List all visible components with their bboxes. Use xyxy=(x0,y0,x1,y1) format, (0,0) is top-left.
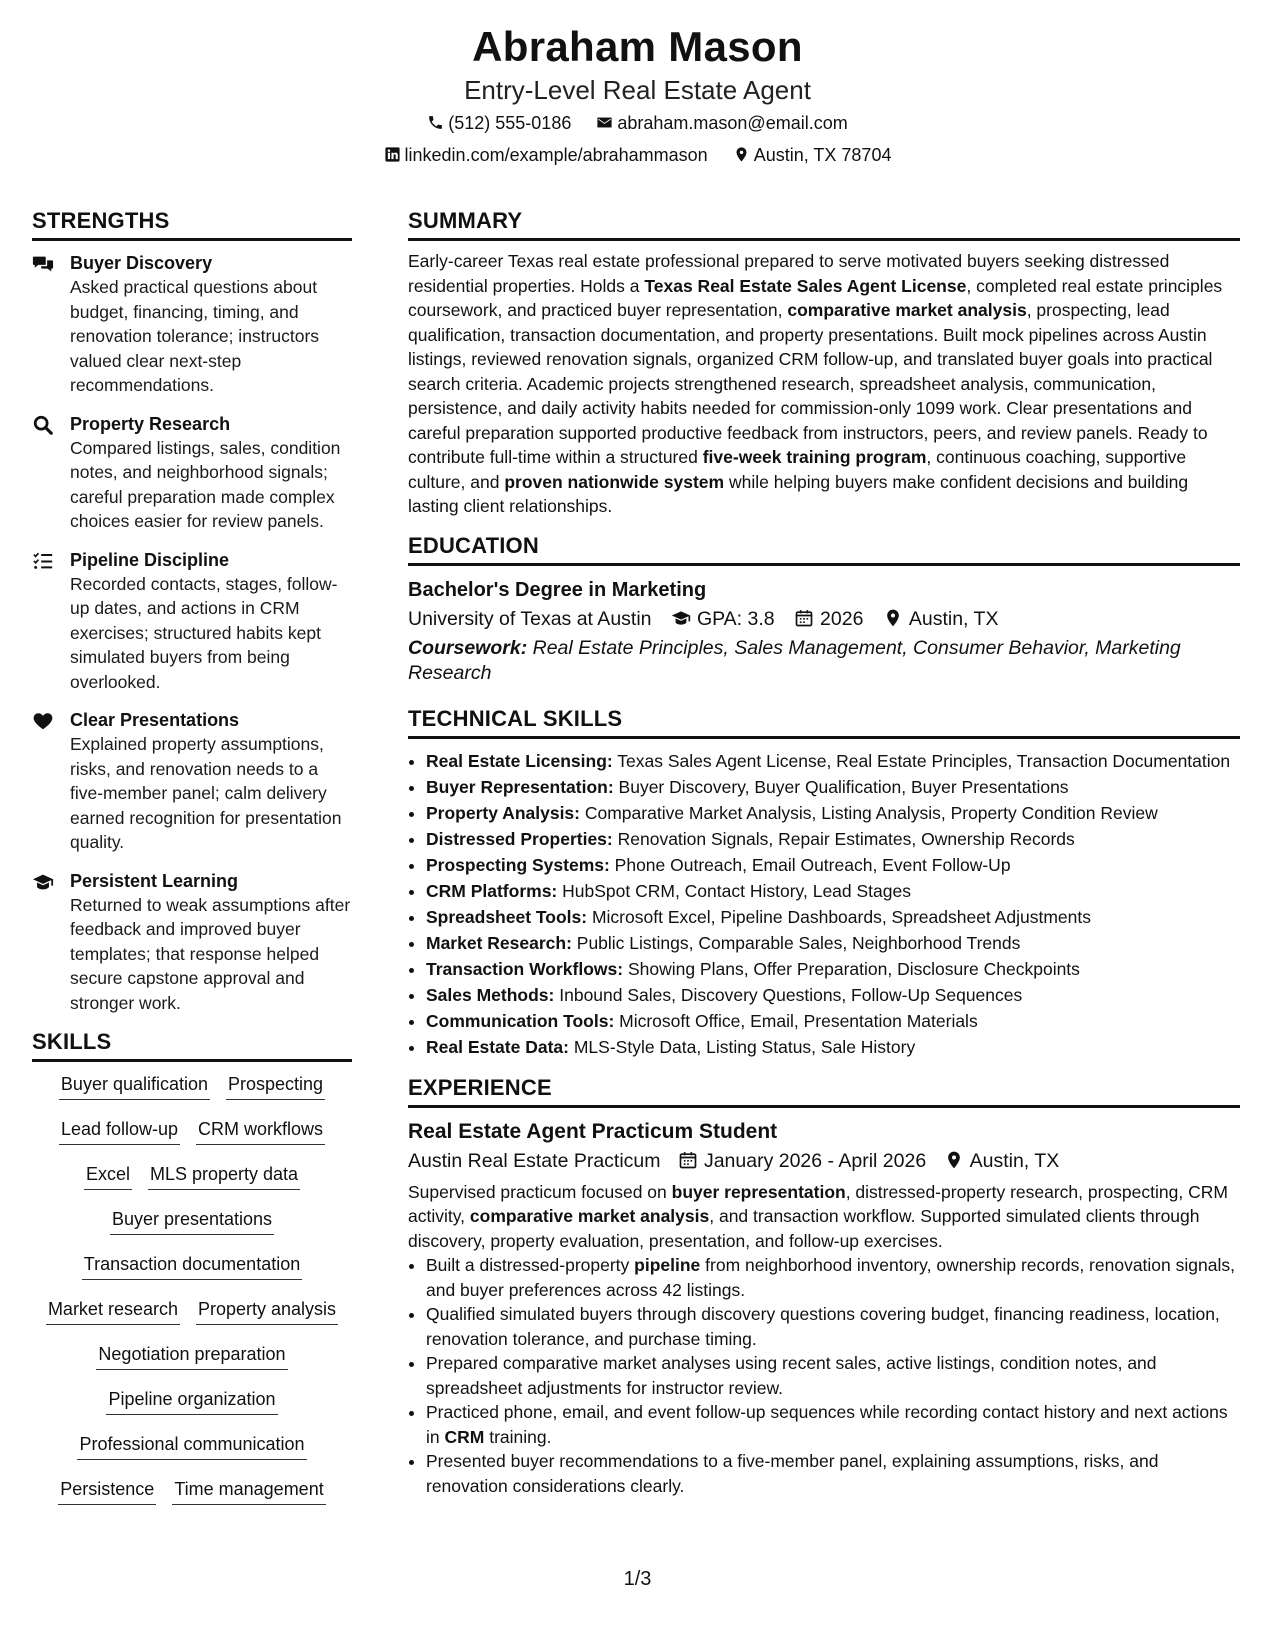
job-description: Supervised practicum focused on buyer representation, distressed-property research, prospecting, CRM activity, comparative market analysis, and transaction workflow. Supported simulated clients through discovery, property evaluation, presentation, and follow-up exercises. xyxy=(408,1181,1228,1251)
skill-row xyxy=(32,1162,352,1207)
skill-chip: Negotiation preparation xyxy=(96,1342,287,1370)
list-item: • Real Estate Licensing: Texas Sales Agent License, Real Estate Principles, Transaction Documentation xyxy=(426,749,1240,773)
list-item: • Built a distressed-property pipeline from neighborhood inventory, ownership records, renovation signals, and buyer preferences across 42 listings. xyxy=(426,1253,1240,1302)
strength-item xyxy=(32,869,352,1016)
heart-icon xyxy=(32,710,54,732)
candidate-headline: Entry-Level Real Estate Agent xyxy=(464,75,811,105)
job-location: Austin, TX xyxy=(944,1146,1060,1176)
skills-chips xyxy=(32,1072,352,1522)
summary-title: SUMMARY xyxy=(408,208,1240,241)
skill-chip: CRM workflows xyxy=(196,1117,325,1145)
job-bullets xyxy=(408,1253,1240,1498)
skill-chip: Excel xyxy=(84,1162,132,1190)
skill-chip: Pipeline organization xyxy=(106,1387,277,1415)
list-item: • Practiced phone, email, and event follow-up sequences while recording contact history and next actions in CRM training. xyxy=(426,1400,1240,1449)
list-item: • Market Research: Public Listings, Comparable Sales, Neighborhood Trends xyxy=(426,931,1240,955)
map-pin-icon xyxy=(883,608,903,628)
map-pin-icon xyxy=(733,146,750,163)
contact-row-1 xyxy=(0,108,1275,138)
strength-item xyxy=(32,412,352,534)
list-item: • Communication Tools: Microsoft Office, Email, Presentation Materials xyxy=(426,1009,1240,1033)
list-item: • Real Estate Data: MLS-Style Data, Listing Status, Sale History xyxy=(426,1035,1240,1059)
checklist-icon xyxy=(32,550,54,572)
linkedin-icon xyxy=(384,146,401,163)
resume-header xyxy=(0,22,1275,170)
skill-chip: MLS property data xyxy=(148,1162,300,1190)
strength-desc: Explained property assumptions, risks, and renovation needs to a five-member panel; calm delivery earned recognition for presentation quality. xyxy=(70,734,342,852)
skill-chip: Prospecting xyxy=(226,1072,325,1100)
strengths-title: STRENGTHS xyxy=(32,208,352,241)
candidate-name: Abraham Mason xyxy=(472,23,803,70)
experience-title: EXPERIENCE xyxy=(408,1075,1240,1108)
strength-title: Clear Presentations xyxy=(70,710,240,730)
education-meta xyxy=(408,604,1240,634)
list-item: • Qualified simulated buyers through discovery questions covering budget, financing readiness, location, renovation tolerance, and purchase timing. xyxy=(426,1302,1240,1351)
education-location: Austin, TX xyxy=(883,604,999,634)
list-item: • Presented buyer recommendations to a five-member panel, explaining assumptions, risks, and renovation considerations clearly. xyxy=(426,1449,1240,1498)
technical-skills-list xyxy=(408,749,1240,1059)
skill-chip: Buyer presentations xyxy=(110,1207,274,1235)
calendar-icon xyxy=(678,1150,698,1170)
job-meta xyxy=(408,1146,1240,1176)
calendar-icon xyxy=(794,608,814,628)
envelope-icon xyxy=(596,114,613,131)
company-name: Austin Real Estate Practicum xyxy=(408,1149,661,1172)
strength-item xyxy=(32,251,352,398)
skill-row xyxy=(32,1477,352,1522)
skill-row xyxy=(32,1297,352,1342)
right-column xyxy=(408,208,1240,1498)
map-pin-icon xyxy=(944,1150,964,1170)
job-dates: January 2026 - April 2026 xyxy=(678,1146,926,1176)
left-column xyxy=(32,208,352,1522)
strength-desc: Asked practical questions about budget, financing, timing, and renovation tolerance; instructors valued clear next-step recommendations. xyxy=(70,277,320,395)
degree-name: Bachelor's Degree in Marketing xyxy=(408,578,707,601)
list-item: • Buyer Representation: Buyer Discovery, Buyer Qualification, Buyer Presentations xyxy=(426,775,1240,799)
technical-skills-title: TECHNICAL SKILLS xyxy=(408,706,1240,739)
education-title: EDUCATION xyxy=(408,533,1240,566)
skill-row xyxy=(32,1342,352,1387)
graduation-year: 2026 xyxy=(794,604,863,634)
location-contact xyxy=(733,140,892,170)
coursework: Coursework: Real Estate Principles, Sales Management, Consumer Behavior, Marketing Research xyxy=(408,636,1181,684)
comments-icon xyxy=(32,253,54,275)
phone-icon xyxy=(427,114,444,131)
list-item: • Property Analysis: Comparative Market Analysis, Listing Analysis, Property Condition Review xyxy=(426,801,1240,825)
skill-chip: Buyer qualification xyxy=(59,1072,210,1100)
strength-desc: Compared listings, sales, condition notes, and neighborhood signals; careful preparation made complex choices easier for review panels. xyxy=(70,437,341,531)
strength-item xyxy=(32,708,352,855)
graduation-cap-icon xyxy=(32,871,54,893)
location-text: Austin, TX 78704 xyxy=(753,145,892,165)
strength-title: Property Research xyxy=(70,413,231,434)
email-text: abraham.mason@email.com xyxy=(617,113,848,133)
skills-title: SKILLS xyxy=(32,1029,352,1062)
skill-chip: Lead follow-up xyxy=(59,1117,180,1145)
skill-chip: Property analysis xyxy=(196,1297,338,1325)
list-item: • Distressed Properties: Renovation Signals, Repair Estimates, Ownership Records xyxy=(426,827,1240,851)
list-item: • Transaction Workflows: Showing Plans, Offer Preparation, Disclosure Checkpoints xyxy=(426,957,1240,981)
list-item: • Prepared comparative market analyses using recent sales, active listings, condition notes, and spreadsheet adjustments for instructor review. xyxy=(426,1351,1240,1400)
phone-contact[interactable] xyxy=(427,108,571,138)
search-icon xyxy=(32,414,54,436)
linkedin-text: linkedin.com/example/abrahammason xyxy=(404,145,708,165)
gpa: GPA: 3.8 xyxy=(671,604,775,634)
list-item: • Sales Methods: Inbound Sales, Discovery Questions, Follow-Up Sequences xyxy=(426,983,1240,1007)
strength-desc: Recorded contacts, stages, follow-up dates, and actions in CRM exercises; structured habits kept simulated buyers from being overlooked. xyxy=(70,573,338,692)
job-title: Real Estate Agent Practicum Student xyxy=(408,1119,778,1143)
phone-text: (512) 555-0186 xyxy=(448,113,572,133)
skill-row xyxy=(32,1387,352,1432)
skill-row xyxy=(32,1432,352,1477)
strength-desc: Returned to weak assumptions after feedback and improved buyer templates; that response helped secure capstone approval and stronger work. xyxy=(70,894,351,1013)
contact-row-2 xyxy=(0,140,1275,170)
graduation-cap-icon xyxy=(671,608,691,628)
skill-chip: Market research xyxy=(46,1297,180,1325)
skill-row xyxy=(32,1117,352,1162)
email-contact[interactable] xyxy=(596,108,847,138)
skill-row xyxy=(32,1072,352,1117)
strength-title: Pipeline Discipline xyxy=(70,549,230,570)
linkedin-contact[interactable] xyxy=(384,140,708,170)
list-item: • Prospecting Systems: Phone Outreach, Email Outreach, Event Follow-Up xyxy=(426,853,1240,877)
page-indicator: 1/3 xyxy=(623,1568,652,1590)
skill-chip: Transaction documentation xyxy=(82,1252,302,1280)
skill-chip: Persistence xyxy=(58,1477,156,1505)
summary-text: Early-career Texas real estate professional prepared to serve motivated buyers seeking distressed residential properties. Holds a Texas Real Estate Sales Agent License, completed real estate principles coursework, and practiced buyer representation, comparative market analysis, prospecting, lead qualification, transaction documentation, and property presentations. Built mock pipelines across Austin listings, reviewed renovation signals, organized CRM follow-up, and translated buyer goals into practical search criteria. Academic projects strengthened research, spreadsheet analysis, communication, persistence, and daily activity habits needed for commission-only 1099 work. Clear presentations and careful preparation supported productive feedback from instructors, peers, and review panels. Ready to contribute full-time within a structured five-week training program, continuous coaching, supportive culture, and proven nationwide system while helping buyers make confident decisions and building lasting client relationships. xyxy=(408,251,1223,516)
skill-chip: Time management xyxy=(172,1477,325,1505)
skill-chip: Professional communication xyxy=(77,1432,306,1460)
school-name: University of Texas at Austin xyxy=(408,607,652,630)
list-item: • CRM Platforms: HubSpot CRM, Contact History, Lead Stages xyxy=(426,879,1240,903)
strength-item xyxy=(32,548,352,695)
strength-title: Buyer Discovery xyxy=(70,253,213,273)
list-item: • Spreadsheet Tools: Microsoft Excel, Pipeline Dashboards, Spreadsheet Adjustments xyxy=(426,905,1240,929)
skill-row xyxy=(32,1207,352,1252)
skill-row xyxy=(32,1252,352,1297)
strength-title: Persistent Learning xyxy=(70,870,239,891)
